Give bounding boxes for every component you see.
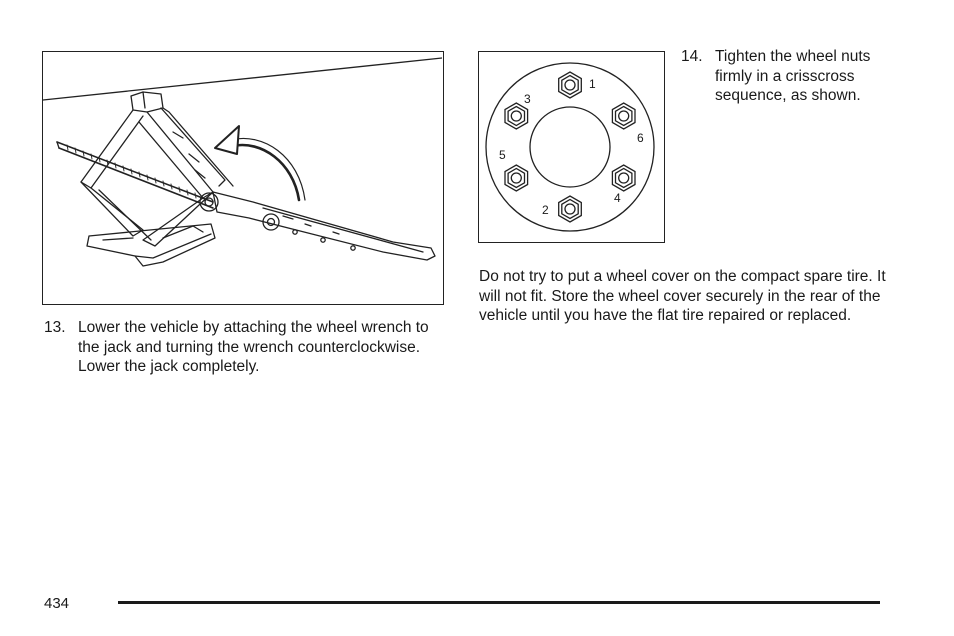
wheel-hub-icon	[479, 52, 663, 241]
scissor-jack-icon	[43, 52, 442, 303]
lug-label-4: 4	[614, 191, 621, 205]
lug-label-1: 1	[589, 77, 596, 91]
lug-nut-icon	[505, 165, 528, 191]
jack-illustration	[42, 51, 444, 305]
wheel-cover-note: Do not try to put a wheel cover on the compact spare tire. It will not fit. Store the wheel cover securely in the rear of the vehicle until you have the flat tire repaired or replaced.	[479, 268, 886, 324]
page-number: 434	[44, 595, 70, 612]
step-number: 13.	[44, 319, 66, 336]
lug-label-2: 2	[542, 203, 549, 217]
lug-nut-icon	[612, 103, 635, 129]
lug-nut-icon	[505, 103, 528, 129]
step-text: Lower the vehicle by attaching the wheel wrench to the jack and turning the wrench counterclockwise. Lower the jack completely.	[78, 319, 429, 375]
lug-label-3: 3	[524, 92, 531, 106]
step-text: Tighten the wheel nuts firmly in a crisscross sequence, as shown.	[715, 48, 871, 104]
lug-nut-icon	[559, 72, 582, 98]
step-number: 14.	[681, 48, 703, 65]
footer-rule	[118, 601, 880, 604]
lug-nut-icon	[612, 165, 635, 191]
lug-nut-pattern-illustration	[478, 51, 665, 243]
lug-label-5: 5	[499, 148, 506, 162]
lug-label-6: 6	[637, 131, 644, 145]
lug-nut-icon	[559, 196, 582, 222]
